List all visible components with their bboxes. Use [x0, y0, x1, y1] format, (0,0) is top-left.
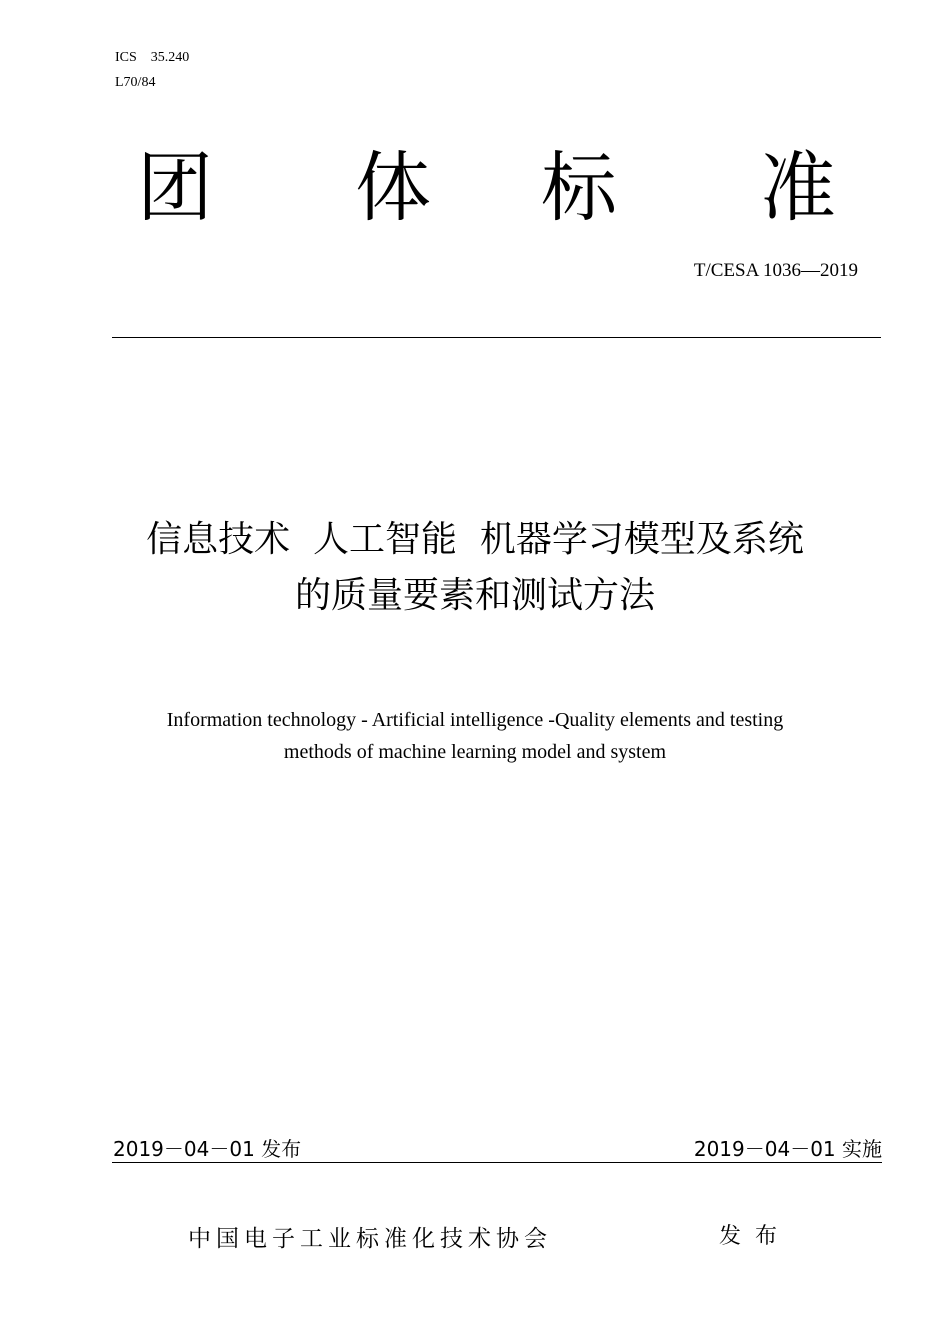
publish-label: 发布 [719, 1224, 792, 1249]
category-char-4: 准 [760, 143, 836, 232]
ics-code: 35.240 [150, 50, 190, 65]
ics-classification [115, 50, 189, 66]
standard-number: T/CESA 1036—2019 [693, 260, 858, 281]
title-en-line-2: methods of machine learning model and system [283, 741, 667, 763]
title-en-line-1: Information technology - Artificial intelligence -Quality elements and testing [166, 709, 784, 731]
publisher-name: 中国电子工业标准化技术协会 [188, 1226, 552, 1252]
issue-date: 2019－04－01 发布 [113, 1137, 302, 1161]
category-char-2: 体 [355, 143, 431, 232]
ccs-code: L70/84 [115, 75, 156, 90]
top-divider [112, 337, 881, 338]
category-char-3: 标 [541, 143, 617, 232]
category-char-1: 团 [137, 143, 213, 232]
implementation-date: 2019－04－01 实施 [693, 1137, 882, 1161]
bottom-divider [112, 1162, 882, 1163]
title-cn-line-1: 信息技术 人工智能 机器学习模型及系统 [146, 519, 804, 560]
title-cn-line-2: 的质量要素和测试方法 [294, 575, 655, 616]
ics-label: ICS [115, 50, 137, 65]
